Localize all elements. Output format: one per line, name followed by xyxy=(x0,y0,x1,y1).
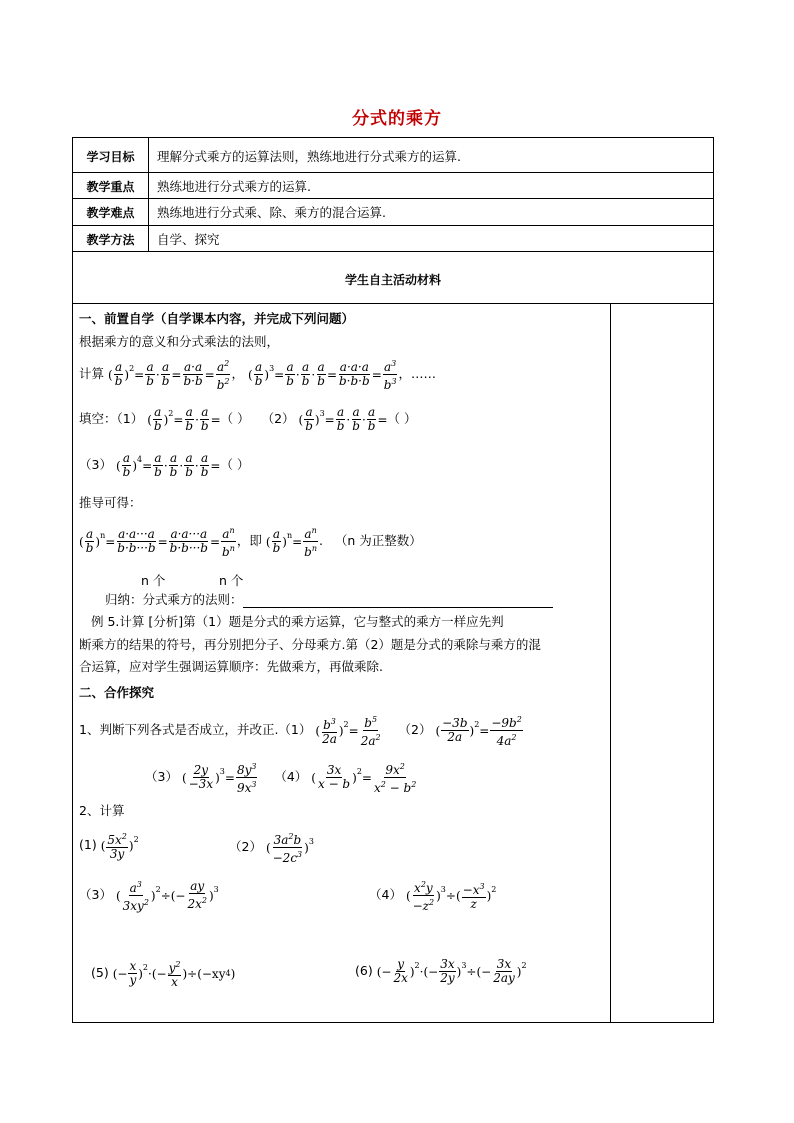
ex5-line: 合运算，应对学生强调运算顺序：先做乘方，再做乘除. xyxy=(79,659,383,674)
fill-line-3: （3） ( a b ) 4 = a b · a b · a b · a b =（ ） xyxy=(79,451,250,479)
row-value-method: 自学、探究 xyxy=(157,232,220,247)
problem-1: (1) ( $5x^2$ 3y ) 2 xyxy=(79,832,139,861)
problem-6: (6) (− y 2x ) 2 ·(− 3x 2y ) 3 ÷(− 3x 2ay ) 2 xyxy=(355,957,527,985)
derive-formula: ( a b ) n = a·a···a b·b···b = a·a···a b·b···b = $a^n$ $b^n$ ，即 ( a b ) n = $a^n$ $b^n$ . （n 为正整数） xyxy=(79,526,422,559)
row-value-difficulty: 熟练地进行分式乘、除、乘方的混合运算. xyxy=(157,205,386,220)
q2-label: 2、计算 xyxy=(79,803,125,818)
answer-blank[interactable] xyxy=(243,595,553,608)
row-label-key-point: 教学重点 xyxy=(86,180,135,194)
s1-intro: 根据乘方的意义和分式乘法的法则， xyxy=(79,334,280,349)
problem-3: （3） ( $a^3$ $3xy^2$ ) 2 ÷(− ay $2x^2$ ) 3 xyxy=(79,879,219,913)
s2-heading: 二、合作探究 xyxy=(79,685,155,700)
problem-2: （2） ( $3a^2b$ $-2c^3$ ) 3 xyxy=(229,832,314,865)
row-label-objective: 学习目标 xyxy=(86,150,135,164)
section-heading: 学生自主活动材料 xyxy=(344,273,441,287)
problem-4: （4） ( $x^2y$ $-z^2$ ) 3 ÷( $-x^3$ z ) 2 xyxy=(369,880,497,913)
ex5-line: 断乘方的结果的符号，再分别把分子、分母乘方.第（2）题是分式的乘除与乘方的混 xyxy=(79,637,541,652)
s1-heading: 一、前置自学（自学课本内容，并完成下列问题） xyxy=(79,311,355,326)
calc-line: 计算 ( a b ) 2 = a b · a b = a·a b·b = $a^2$ $b^2$ ， ( a b ) 3 = a b · a b · a b = a·a·a b·b·b = $a^3$ $b^3$ ，…… xyxy=(79,359,437,392)
row-label-method: 教学方法 xyxy=(86,233,135,247)
summary-line: 归纳：分式乘方的法则： xyxy=(105,590,553,608)
n-count-label: n 个 xyxy=(219,573,244,588)
q1-line: 1、判断下列各式是否成立，并改正.（1） ( $b^3$ 2a ) 2 = $b^5$ $2a^2$ （2） ( −3b 2a ) 2 = $-9b^2$ $4a^2$ xyxy=(79,715,522,748)
problem-5: (5) (− x y ) 2 ·(− $y^2$ x )÷(−xy 4 ) xyxy=(91,959,236,989)
row-label-difficulty: 教学难点 xyxy=(86,206,135,220)
ex5-line: 例 5.计算 [分析]第（1）题是分式的乘方运算，它与整式的乘方一样应先判 xyxy=(91,614,504,629)
derive-label: 推导可得： xyxy=(79,495,142,510)
n-count-label: n 个 xyxy=(141,573,166,588)
row-value-key-point: 熟练地进行分式乘方的运算. xyxy=(157,179,311,194)
page-title: 分式的乘方 xyxy=(352,109,442,129)
lesson-table xyxy=(72,137,714,1023)
row-value-objective: 理解分式乘方的运算法则，熟练地进行分式乘方的运算. xyxy=(157,149,461,164)
q1-line: （3） ( 2y −3x ) 3 = $8y^3$ $9x^3$ （4） ( 3x x − b ) 2 = $9x^2$ $x^2 - b^2$ xyxy=(145,762,417,795)
fill-line-1: 填空：（1） ( a b ) 2 = a b · a b =（ ） （2） ( a b ) 3 = a b · a b · a b =（ ） xyxy=(79,405,417,433)
